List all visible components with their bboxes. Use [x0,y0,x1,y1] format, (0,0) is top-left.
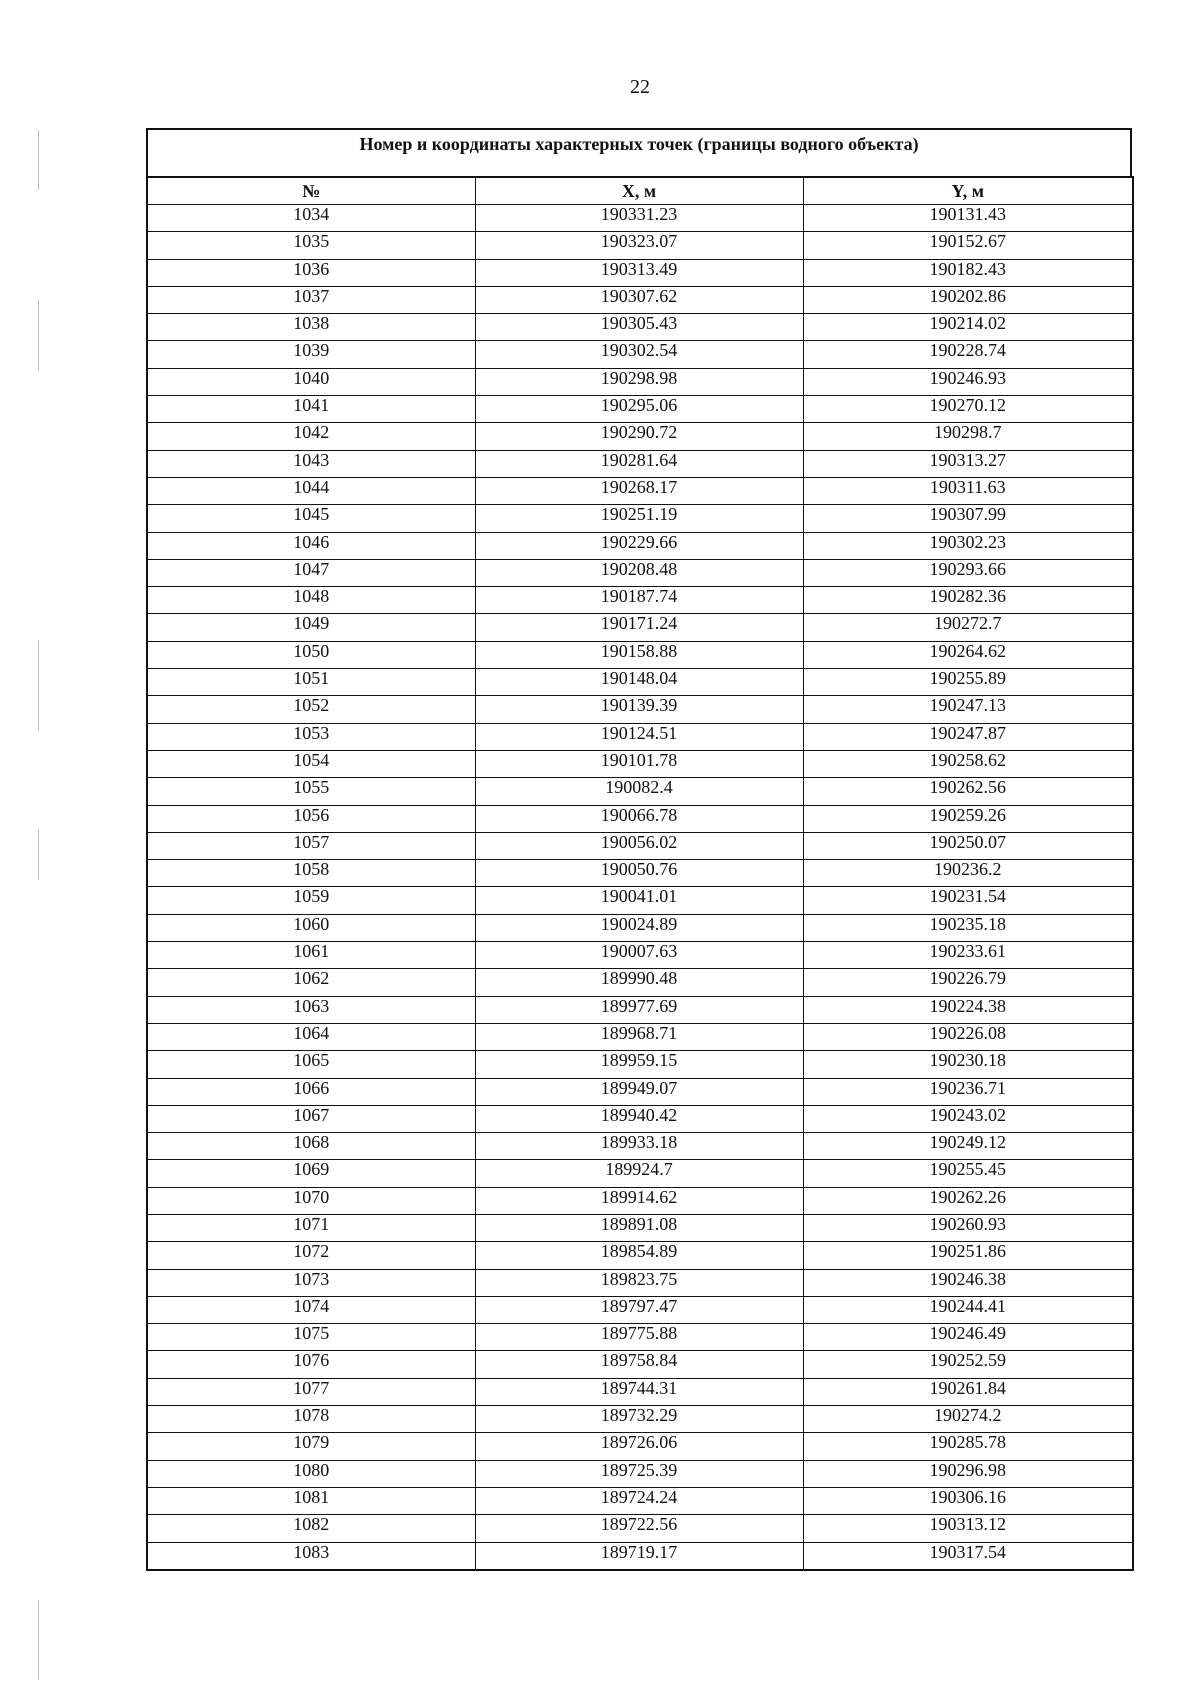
column-header-y: Y, м [803,177,1133,205]
point-number-cell: 1065 [147,1051,475,1078]
y-coordinate-cell: 190251.86 [803,1242,1133,1269]
point-number-cell: 1051 [147,669,475,696]
x-coordinate-cell: 189891.08 [475,1214,803,1241]
column-header-number: № [147,177,475,205]
x-coordinate-cell: 189719.17 [475,1542,803,1570]
point-number-cell: 1060 [147,914,475,941]
column-header-x: X, м [475,177,803,205]
point-number-cell: 1078 [147,1406,475,1433]
x-coordinate-cell: 190187.74 [475,587,803,614]
y-coordinate-cell: 190246.49 [803,1324,1133,1351]
table-row [147,1324,1133,1351]
point-number-cell: 1048 [147,587,475,614]
y-coordinate-cell: 190255.45 [803,1160,1133,1187]
x-coordinate-cell: 189914.62 [475,1187,803,1214]
table-row [147,1433,1133,1460]
point-number-cell: 1083 [147,1542,475,1570]
x-coordinate-cell: 190139.39 [475,696,803,723]
scan-edge-mark [38,130,39,190]
table-row [147,1269,1133,1296]
table-row [147,1242,1133,1269]
point-number-cell: 1045 [147,505,475,532]
x-coordinate-cell: 190082.4 [475,778,803,805]
scan-edge-mark [38,300,39,370]
point-number-cell: 1066 [147,1078,475,1105]
table-row [147,1023,1133,1050]
y-coordinate-cell: 190182.43 [803,259,1133,286]
x-coordinate-cell: 190268.17 [475,477,803,504]
y-coordinate-cell: 190262.26 [803,1187,1133,1214]
y-coordinate-cell: 190260.93 [803,1214,1133,1241]
point-number-cell: 1046 [147,532,475,559]
y-coordinate-cell: 190270.12 [803,396,1133,423]
table-row [147,205,1133,232]
x-coordinate-cell: 189797.47 [475,1296,803,1323]
table-row [147,1105,1133,1132]
x-coordinate-cell: 190171.24 [475,614,803,641]
x-coordinate-cell: 189959.15 [475,1051,803,1078]
table-row [147,1187,1133,1214]
x-coordinate-cell: 190251.19 [475,505,803,532]
y-coordinate-cell: 190236.71 [803,1078,1133,1105]
y-coordinate-cell: 190246.93 [803,368,1133,395]
table-row [147,723,1133,750]
y-coordinate-cell: 190247.87 [803,723,1133,750]
point-number-cell: 1054 [147,750,475,777]
y-coordinate-cell: 190298.7 [803,423,1133,450]
x-coordinate-cell: 189949.07 [475,1078,803,1105]
table-row [147,1160,1133,1187]
table-row [147,423,1133,450]
point-number-cell: 1076 [147,1351,475,1378]
y-coordinate-cell: 190285.78 [803,1433,1133,1460]
point-number-cell: 1064 [147,1023,475,1050]
x-coordinate-cell: 189758.84 [475,1351,803,1378]
point-number-cell: 1043 [147,450,475,477]
y-coordinate-cell: 190235.18 [803,914,1133,941]
point-number-cell: 1042 [147,423,475,450]
y-coordinate-cell: 190259.26 [803,805,1133,832]
table-row [147,450,1133,477]
y-coordinate-cell: 190255.89 [803,669,1133,696]
point-number-cell: 1035 [147,232,475,259]
x-coordinate-cell: 189940.42 [475,1105,803,1132]
y-coordinate-cell: 190228.74 [803,341,1133,368]
point-number-cell: 1059 [147,887,475,914]
table-row [147,1460,1133,1487]
table-row [147,1487,1133,1514]
point-number-cell: 1077 [147,1378,475,1405]
x-coordinate-cell: 189725.39 [475,1460,803,1487]
point-number-cell: 1047 [147,559,475,586]
y-coordinate-cell: 190226.08 [803,1023,1133,1050]
y-coordinate-cell: 190233.61 [803,942,1133,969]
y-coordinate-cell: 190247.13 [803,696,1133,723]
scan-edge-mark [38,640,39,730]
page-number: 22 [630,76,650,98]
table-body [147,205,1133,1570]
point-number-cell: 1055 [147,778,475,805]
point-number-cell: 1061 [147,942,475,969]
table-row [147,860,1133,887]
y-coordinate-cell: 190264.62 [803,641,1133,668]
table-row [147,887,1133,914]
table-row [147,314,1133,341]
point-number-cell: 1071 [147,1214,475,1241]
point-number-cell: 1063 [147,996,475,1023]
y-coordinate-cell: 190224.38 [803,996,1133,1023]
x-coordinate-cell: 190305.43 [475,314,803,341]
point-number-cell: 1050 [147,641,475,668]
x-coordinate-cell: 190007.63 [475,942,803,969]
x-coordinate-cell: 190158.88 [475,641,803,668]
point-number-cell: 1075 [147,1324,475,1351]
point-number-cell: 1074 [147,1296,475,1323]
x-coordinate-cell: 189977.69 [475,996,803,1023]
x-coordinate-cell: 190229.66 [475,532,803,559]
point-number-cell: 1073 [147,1269,475,1296]
table-row [147,641,1133,668]
table-row [147,259,1133,286]
x-coordinate-cell: 190302.54 [475,341,803,368]
table-row [147,614,1133,641]
x-coordinate-cell: 189933.18 [475,1133,803,1160]
point-number-cell: 1044 [147,477,475,504]
x-coordinate-cell: 189823.75 [475,1269,803,1296]
x-coordinate-cell: 190101.78 [475,750,803,777]
x-coordinate-cell: 189854.89 [475,1242,803,1269]
table-row [147,696,1133,723]
x-coordinate-cell: 190295.06 [475,396,803,423]
point-number-cell: 1058 [147,860,475,887]
y-coordinate-cell: 190262.56 [803,778,1133,805]
y-coordinate-cell: 190230.18 [803,1051,1133,1078]
y-coordinate-cell: 190250.07 [803,832,1133,859]
y-coordinate-cell: 190311.63 [803,477,1133,504]
table-row [147,750,1133,777]
coordinates-table-container [146,128,1132,1571]
x-coordinate-cell: 190331.23 [475,205,803,232]
y-coordinate-cell: 190258.62 [803,750,1133,777]
y-coordinate-cell: 190282.36 [803,587,1133,614]
point-number-cell: 1034 [147,205,475,232]
table-row [147,587,1133,614]
x-coordinate-cell: 189732.29 [475,1406,803,1433]
table-row [147,559,1133,586]
y-coordinate-cell: 190252.59 [803,1351,1133,1378]
table-title: Номер и координаты характерных точек (границы водного объекта) [146,128,1132,176]
y-coordinate-cell: 190236.2 [803,860,1133,887]
point-number-cell: 1068 [147,1133,475,1160]
header-row [147,177,1133,205]
point-number-cell: 1037 [147,286,475,313]
x-coordinate-cell: 190124.51 [475,723,803,750]
x-coordinate-cell: 190066.78 [475,805,803,832]
y-coordinate-cell: 190274.2 [803,1406,1133,1433]
y-coordinate-cell: 190244.41 [803,1296,1133,1323]
table-row [147,1378,1133,1405]
table-row [147,969,1133,996]
table-row [147,1406,1133,1433]
point-number-cell: 1056 [147,805,475,832]
table-row [147,396,1133,423]
y-coordinate-cell: 190214.02 [803,314,1133,341]
table-row [147,505,1133,532]
scan-edge-mark [38,1600,39,1680]
x-coordinate-cell: 190298.98 [475,368,803,395]
x-coordinate-cell: 190208.48 [475,559,803,586]
y-coordinate-cell: 190249.12 [803,1133,1133,1160]
point-number-cell: 1036 [147,259,475,286]
y-coordinate-cell: 190306.16 [803,1487,1133,1514]
x-coordinate-cell: 190041.01 [475,887,803,914]
x-coordinate-cell: 190290.72 [475,423,803,450]
table-row [147,1051,1133,1078]
y-coordinate-cell: 190296.98 [803,1460,1133,1487]
y-coordinate-cell: 190246.38 [803,1269,1133,1296]
y-coordinate-cell: 190152.67 [803,232,1133,259]
x-coordinate-cell: 189775.88 [475,1324,803,1351]
table-row [147,1542,1133,1570]
point-number-cell: 1040 [147,368,475,395]
x-coordinate-cell: 190148.04 [475,669,803,696]
y-coordinate-cell: 190202.86 [803,286,1133,313]
point-number-cell: 1041 [147,396,475,423]
x-coordinate-cell: 189990.48 [475,969,803,996]
y-coordinate-cell: 190302.23 [803,532,1133,559]
point-number-cell: 1067 [147,1105,475,1132]
table-row [147,232,1133,259]
y-coordinate-cell: 190317.54 [803,1542,1133,1570]
x-coordinate-cell: 190050.76 [475,860,803,887]
table-row [147,341,1133,368]
table-row [147,805,1133,832]
point-number-cell: 1049 [147,614,475,641]
y-coordinate-cell: 190313.12 [803,1515,1133,1542]
x-coordinate-cell: 190281.64 [475,450,803,477]
table-row [147,1351,1133,1378]
point-number-cell: 1038 [147,314,475,341]
point-number-cell: 1079 [147,1433,475,1460]
table-row [147,477,1133,504]
y-coordinate-cell: 190231.54 [803,887,1133,914]
point-number-cell: 1082 [147,1515,475,1542]
x-coordinate-cell: 189744.31 [475,1378,803,1405]
y-coordinate-cell: 190307.99 [803,505,1133,532]
y-coordinate-cell: 190226.79 [803,969,1133,996]
x-coordinate-cell: 190323.07 [475,232,803,259]
x-coordinate-cell: 190307.62 [475,286,803,313]
table-row [147,286,1133,313]
scan-edge-mark [38,830,39,880]
x-coordinate-cell: 189968.71 [475,1023,803,1050]
x-coordinate-cell: 189724.24 [475,1487,803,1514]
y-coordinate-cell: 190293.66 [803,559,1133,586]
x-coordinate-cell: 190024.89 [475,914,803,941]
point-number-cell: 1057 [147,832,475,859]
table-row [147,1214,1133,1241]
point-number-cell: 1070 [147,1187,475,1214]
point-number-cell: 1081 [147,1487,475,1514]
x-coordinate-cell: 190313.49 [475,259,803,286]
point-number-cell: 1062 [147,969,475,996]
y-coordinate-cell: 190261.84 [803,1378,1133,1405]
x-coordinate-cell: 189726.06 [475,1433,803,1460]
coordinates-table [146,176,1134,1571]
table-row [147,996,1133,1023]
x-coordinate-cell: 189722.56 [475,1515,803,1542]
table-row [147,532,1133,559]
y-coordinate-cell: 190131.43 [803,205,1133,232]
point-number-cell: 1039 [147,341,475,368]
y-coordinate-cell: 190313.27 [803,450,1133,477]
point-number-cell: 1052 [147,696,475,723]
table-row [147,914,1133,941]
table-row [147,1078,1133,1105]
table-row [147,778,1133,805]
y-coordinate-cell: 190243.02 [803,1105,1133,1132]
table-row [147,368,1133,395]
table-row [147,669,1133,696]
point-number-cell: 1080 [147,1460,475,1487]
table-row [147,1296,1133,1323]
table-row [147,942,1133,969]
point-number-cell: 1053 [147,723,475,750]
table-row [147,1133,1133,1160]
y-coordinate-cell: 190272.7 [803,614,1133,641]
point-number-cell: 1072 [147,1242,475,1269]
x-coordinate-cell: 190056.02 [475,832,803,859]
table-row [147,832,1133,859]
point-number-cell: 1069 [147,1160,475,1187]
x-coordinate-cell: 189924.7 [475,1160,803,1187]
table-row [147,1515,1133,1542]
